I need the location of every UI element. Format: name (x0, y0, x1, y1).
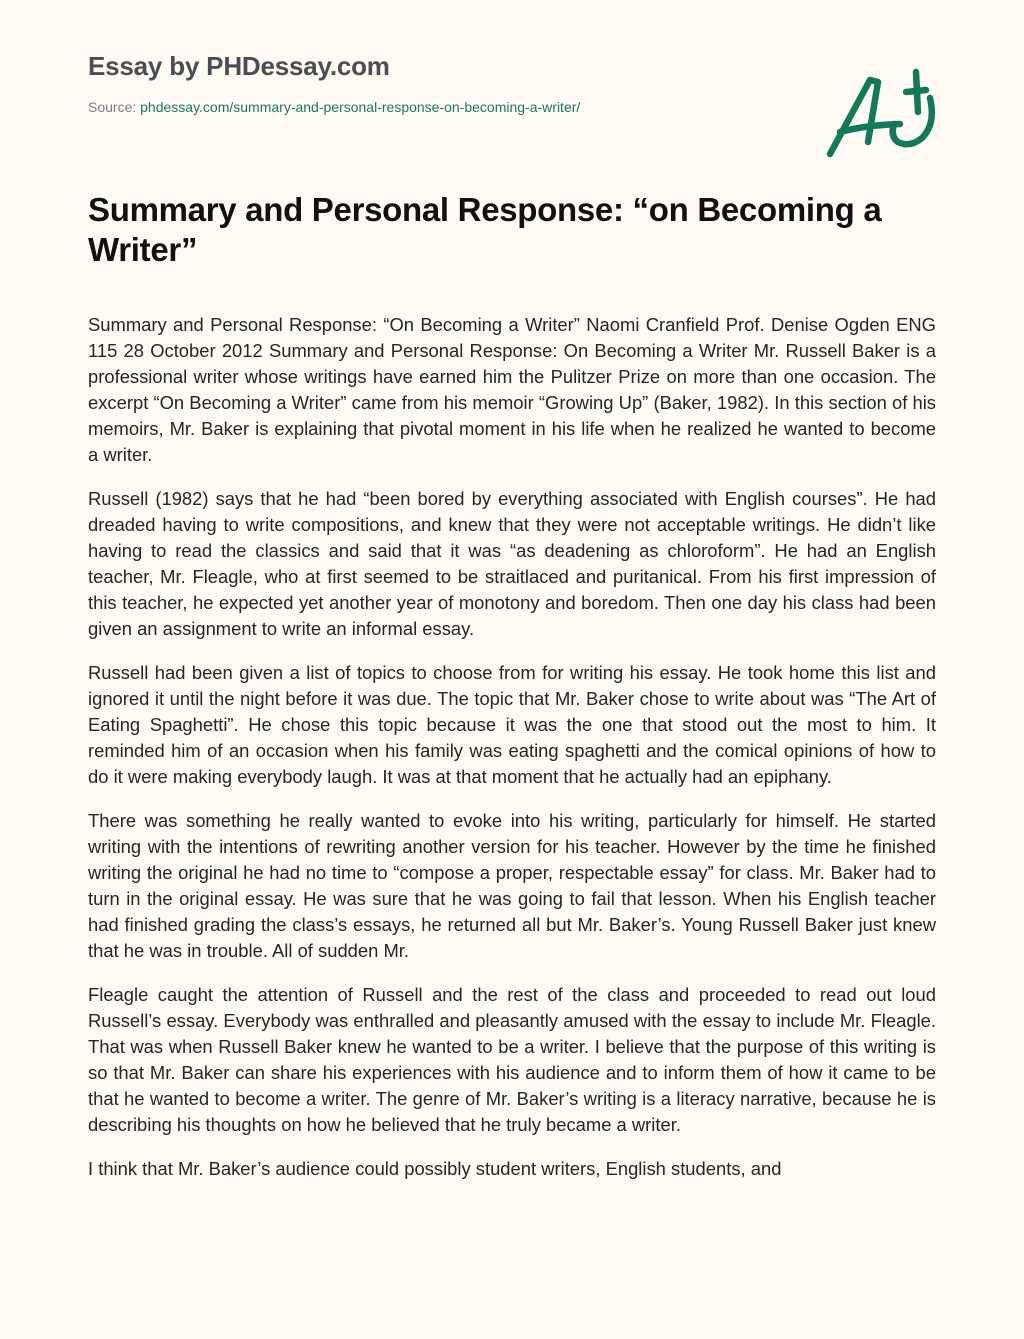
essay-paragraph: There was something he really wanted to evoke into his writing, particularly for himself. He started writing with the intentions of rewriting another version for his teacher. However by the time he finished writing the original he had no time to “compose a proper, respectable essay” for class. Mr. Baker had to turn in the original essay. He was sure that he was going to fail that lesson. When his English teacher had finished grading the class’s essays, he returned all but Mr. Baker’s. Young Russell Baker just knew that he was in trouble. All of sudden Mr. (88, 810, 936, 961)
essay-title: Summary and Personal Response: “on Becoming a Writer” (88, 191, 882, 268)
essay-body (88, 312, 936, 1200)
site-brand: Essay by PHDessay.com (88, 51, 390, 81)
a-plus-grade-icon (818, 62, 938, 162)
source-line (88, 98, 728, 116)
essay-paragraph: Russell had been given a list of topics to choose from for writing his essay. He took home this list and ignored it until the night before it was due. The topic that Mr. Baker chose to write about was “The Art of Eating Spaghetti”. He chose this topic because it was the one that stood out the most to him. It reminded him of an occasion when his family was eating spaghetti and the comical opinions of how to do it were making everybody laugh. It was at that moment that he actually had an epiphany. (88, 662, 936, 787)
essay-paragraph: I think that Mr. Baker’s audience could possibly student writers, English students, and (88, 1158, 782, 1179)
essay-paragraph: Russell (1982) says that he had “been bored by everything associated with English courses”. He had dreaded having to write compositions, and knew that they were not acceptable writings. He didn’t like having to read the classics and said that it was “as deadening as chloroform”. He had an English teacher, Mr. Fleagle, who at first seemed to be straitlaced and puritanical. From his first impression of this teacher, he expected yet another year of monotony and boredom. Then one day his class had been given an assignment to write an informal essay. (88, 488, 936, 639)
source-link[interactable]: phdessay.com/summary-and-personal-response-on-becoming-a-writer/ (140, 99, 581, 115)
source-label: Source: (88, 99, 137, 115)
site-header (88, 48, 728, 116)
essay-paragraph: Fleagle caught the attention of Russell and the rest of the class and proceeded to read out loud Russell’s essay. Everybody was enthralled and pleasantly amused with the essay to include Mr. Fleagle. That was when Russell Baker knew he wanted to be a writer. I believe that the purpose of this writing is so that Mr. Baker can share his experiences with his audience and to inform them of how it came to be that he wanted to become a writer. The genre of Mr. Baker’s writing is a literacy narrative, because he is describing his thoughts on how he believed that he truly became a writer. (88, 984, 936, 1135)
essay-paragraph: Summary and Personal Response: “On Becoming a Writer” Naomi Cranfield Prof. Denise Ogden ENG 115 28 October 2012 Summary and Personal Response: On Becoming a Writer Mr. Russell Baker is a professional writer whose writings have earned him the Pulitzer Prize on more than one occasion. The excerpt “On Becoming a Writer” came from his memoir “Growing Up” (Baker, 1982). In this section of his memoirs, Mr. Baker is explaining that pivotal moment in his life when he realized he wanted to become a writer. (88, 314, 936, 465)
